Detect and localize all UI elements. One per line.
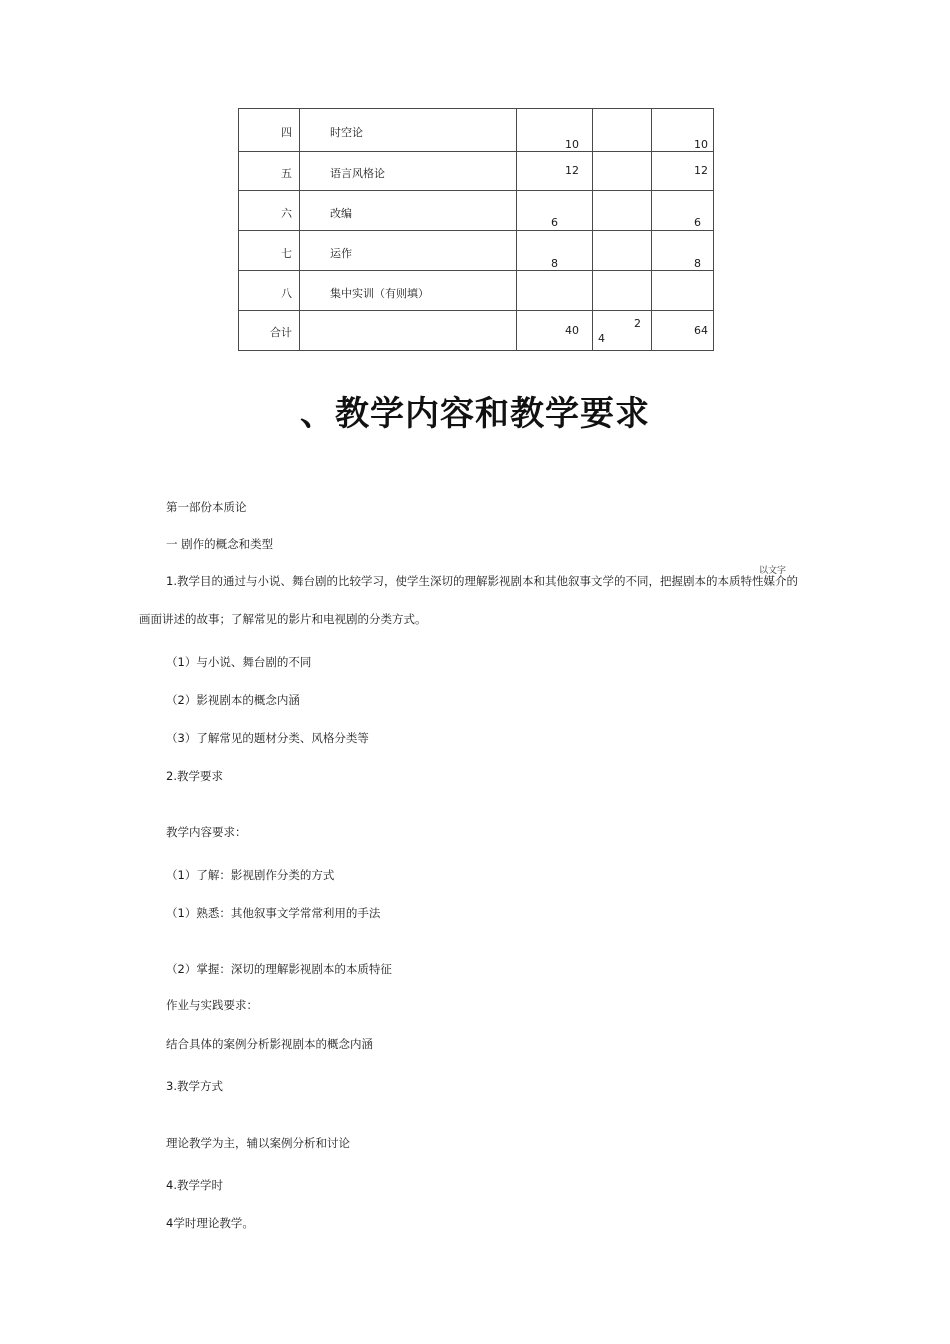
table-row: [239, 271, 714, 311]
homework-text: 结合具体的案例分析影视剧本的概念内涵: [166, 1037, 373, 1051]
table-cell-num: [239, 271, 300, 311]
method-heading: 3.教学方式: [166, 1079, 223, 1093]
table-cell-num: [239, 109, 300, 152]
row-sum: 12: [694, 164, 708, 177]
table-row: [239, 231, 714, 271]
row-number: 七: [281, 247, 292, 260]
table-cell-practice: [593, 231, 652, 271]
table-cell-total: [517, 231, 593, 271]
table-cell-num: [239, 152, 300, 191]
practice-top-digit: 2: [634, 317, 641, 330]
row-topic: 运作: [330, 247, 352, 260]
row-total: 12: [565, 164, 579, 177]
table-cell-num: [239, 231, 300, 271]
homework-heading: 作业与实践要求：: [166, 998, 258, 1012]
row-sum: 6: [694, 216, 701, 229]
table-cell-practice: [593, 109, 652, 152]
chapter-heading: 一 剧作的概念和类型: [166, 537, 274, 551]
row-sum: 8: [694, 257, 701, 270]
table-cell-topic: [300, 231, 517, 271]
table-cell-practice: [593, 191, 652, 231]
requirement-item: （1）了解：影视剧作分类的方式: [166, 868, 335, 882]
practice-bottom-digit: 4: [598, 332, 605, 345]
section-title: 、教学内容和教学要求: [300, 394, 650, 434]
requirements-heading: 2.教学要求: [166, 769, 223, 783]
row-number: 六: [281, 207, 292, 220]
table-cell-sum: [652, 109, 714, 152]
goal-item: （3）了解常见的题材分类、风格分类等: [166, 731, 369, 745]
hours-heading: 4.教学学时: [166, 1178, 223, 1192]
table-cell-total: [517, 109, 593, 152]
table-row: [239, 311, 714, 351]
table-row: [239, 191, 714, 231]
row-number: 五: [281, 167, 292, 180]
table-row: [239, 109, 714, 152]
goal-item: （2）影视剧本的概念内涵: [166, 693, 300, 707]
goal-paragraph-line1: 1.教学目的通过与小说、舞台剧的比较学习，使学生深切的理解影视剧本和其他叙事文学的不同，把握剧本的本质特性媒介的: [166, 574, 798, 588]
method-text: 理论教学为主，辅以案例分析和讨论: [166, 1136, 350, 1150]
table-cell-sum: [652, 271, 714, 311]
table-cell-sum: [652, 311, 714, 351]
table-cell-practice: [593, 311, 652, 351]
table-cell-sum: [652, 191, 714, 231]
content-requirements-label: 教学内容要求：: [166, 825, 247, 839]
row-number: 合计: [270, 326, 292, 339]
hours-text: 4学时理论教学。: [166, 1216, 254, 1230]
table-cell-total: [517, 311, 593, 351]
table-cell-practice: [593, 271, 652, 311]
row-number: 四: [281, 126, 292, 139]
row-topic: 集中实训（有则填）: [330, 287, 429, 300]
goal-paragraph-line2: 画面讲述的故事；了解常见的影片和电视剧的分类方式。: [139, 612, 427, 626]
row-topic: 改编: [330, 207, 352, 220]
table-row: [239, 152, 714, 191]
row-total: 40: [565, 324, 579, 337]
row-total: 10: [565, 138, 579, 151]
hours-table: [238, 108, 714, 351]
part-heading: 第一部份本质论: [166, 500, 247, 514]
row-total: 8: [551, 257, 558, 270]
table-cell-num: [239, 311, 300, 351]
row-topic: 语言风格论: [330, 167, 385, 180]
row-sum: 10: [694, 138, 708, 151]
requirement-item: （1）熟悉：其他叙事文学常常利用的手法: [166, 906, 381, 920]
table-cell-topic: [300, 109, 517, 152]
table-cell-num: [239, 191, 300, 231]
table-cell-total: [517, 271, 593, 311]
table-cell-total: [517, 152, 593, 191]
goal-item: （1）与小说、舞台剧的不同: [166, 655, 312, 669]
requirement-item: （2）掌握：深切的理解影视剧本的本质特征: [166, 962, 392, 976]
row-number: 八: [281, 287, 292, 300]
row-topic: 时空论: [330, 126, 363, 139]
table-cell-sum: [652, 231, 714, 271]
table-cell-sum: [652, 152, 714, 191]
table-cell-topic: [300, 152, 517, 191]
table-cell-practice: [593, 152, 652, 191]
table-cell-topic: [300, 191, 517, 231]
row-total: 6: [551, 216, 558, 229]
table-cell-total: [517, 191, 593, 231]
stray-fragment: 以文字: [759, 566, 787, 576]
table-cell-topic: [300, 311, 517, 351]
row-sum: 64: [694, 324, 708, 337]
table-cell-topic: [300, 271, 517, 311]
